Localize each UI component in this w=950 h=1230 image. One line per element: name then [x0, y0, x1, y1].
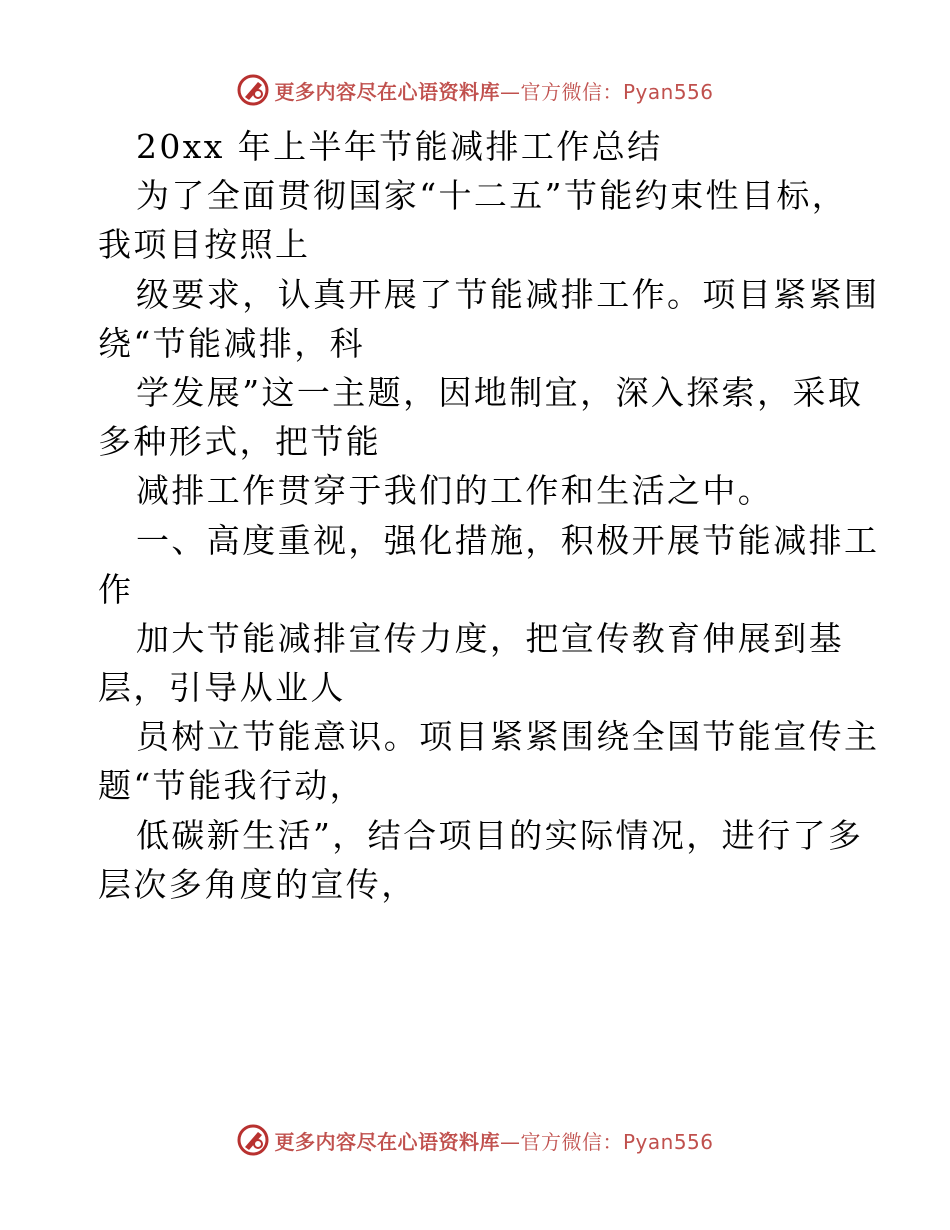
footer-banner — [0, 1120, 950, 1160]
doc-line: 学发展”这一主题，因地制宜，深入探索，采取 — [136, 372, 864, 412]
header-dash: — — [499, 79, 521, 104]
footer-wechat-label: 官方微信： — [520, 1129, 623, 1154]
section-heading-cont: 作 — [98, 569, 134, 609]
doc-line: 层，引导从业人 — [98, 668, 346, 708]
footer-text — [274, 1126, 713, 1155]
footer-dash: — — [499, 1129, 521, 1154]
doc-line: 绕“节能减排，科 — [98, 323, 366, 363]
doc-line: 为了全面贯彻国家“十二五”节能约束性目标， — [136, 176, 848, 216]
header-wechat-label: 官方微信： — [520, 79, 623, 104]
doc-line: 层次多角度的宣传， — [98, 864, 417, 904]
section-heading: 一、高度重视，强化措施，积极开展节能减排工 — [136, 520, 880, 560]
doc-line: 题“节能我行动， — [98, 766, 366, 806]
header-wechat-id: Pyan556 — [622, 79, 714, 104]
footer-site-text: 更多内容尽在心语资料库 — [274, 1129, 500, 1154]
document-body — [98, 122, 880, 909]
header-text — [274, 76, 713, 105]
footer-wechat-id: Pyan556 — [622, 1129, 714, 1154]
doc-line: 多种形式，把节能 — [98, 422, 382, 462]
logo-icon — [236, 73, 270, 107]
doc-line: 减排工作贯穿于我们的工作和生活之中。 — [136, 471, 774, 511]
doc-line: 我项目按照上 — [98, 225, 311, 265]
header-site-text: 更多内容尽在心语资料库 — [274, 79, 500, 104]
doc-line: 低碳新生活”，结合项目的实际情况，进行了多 — [136, 815, 864, 855]
doc-line: 加大节能减排宣传力度，把宣传教育伸展到基 — [136, 618, 844, 658]
doc-title: 20xx 年上半年节能减排工作总结 — [136, 127, 663, 166]
doc-line: 员树立节能意识。项目紧紧围绕全国节能宣传主 — [136, 717, 880, 757]
header-banner — [0, 70, 950, 110]
doc-line: 级要求，认真开展了节能减排工作。项目紧紧围 — [136, 274, 880, 314]
logo-icon — [236, 1123, 270, 1157]
